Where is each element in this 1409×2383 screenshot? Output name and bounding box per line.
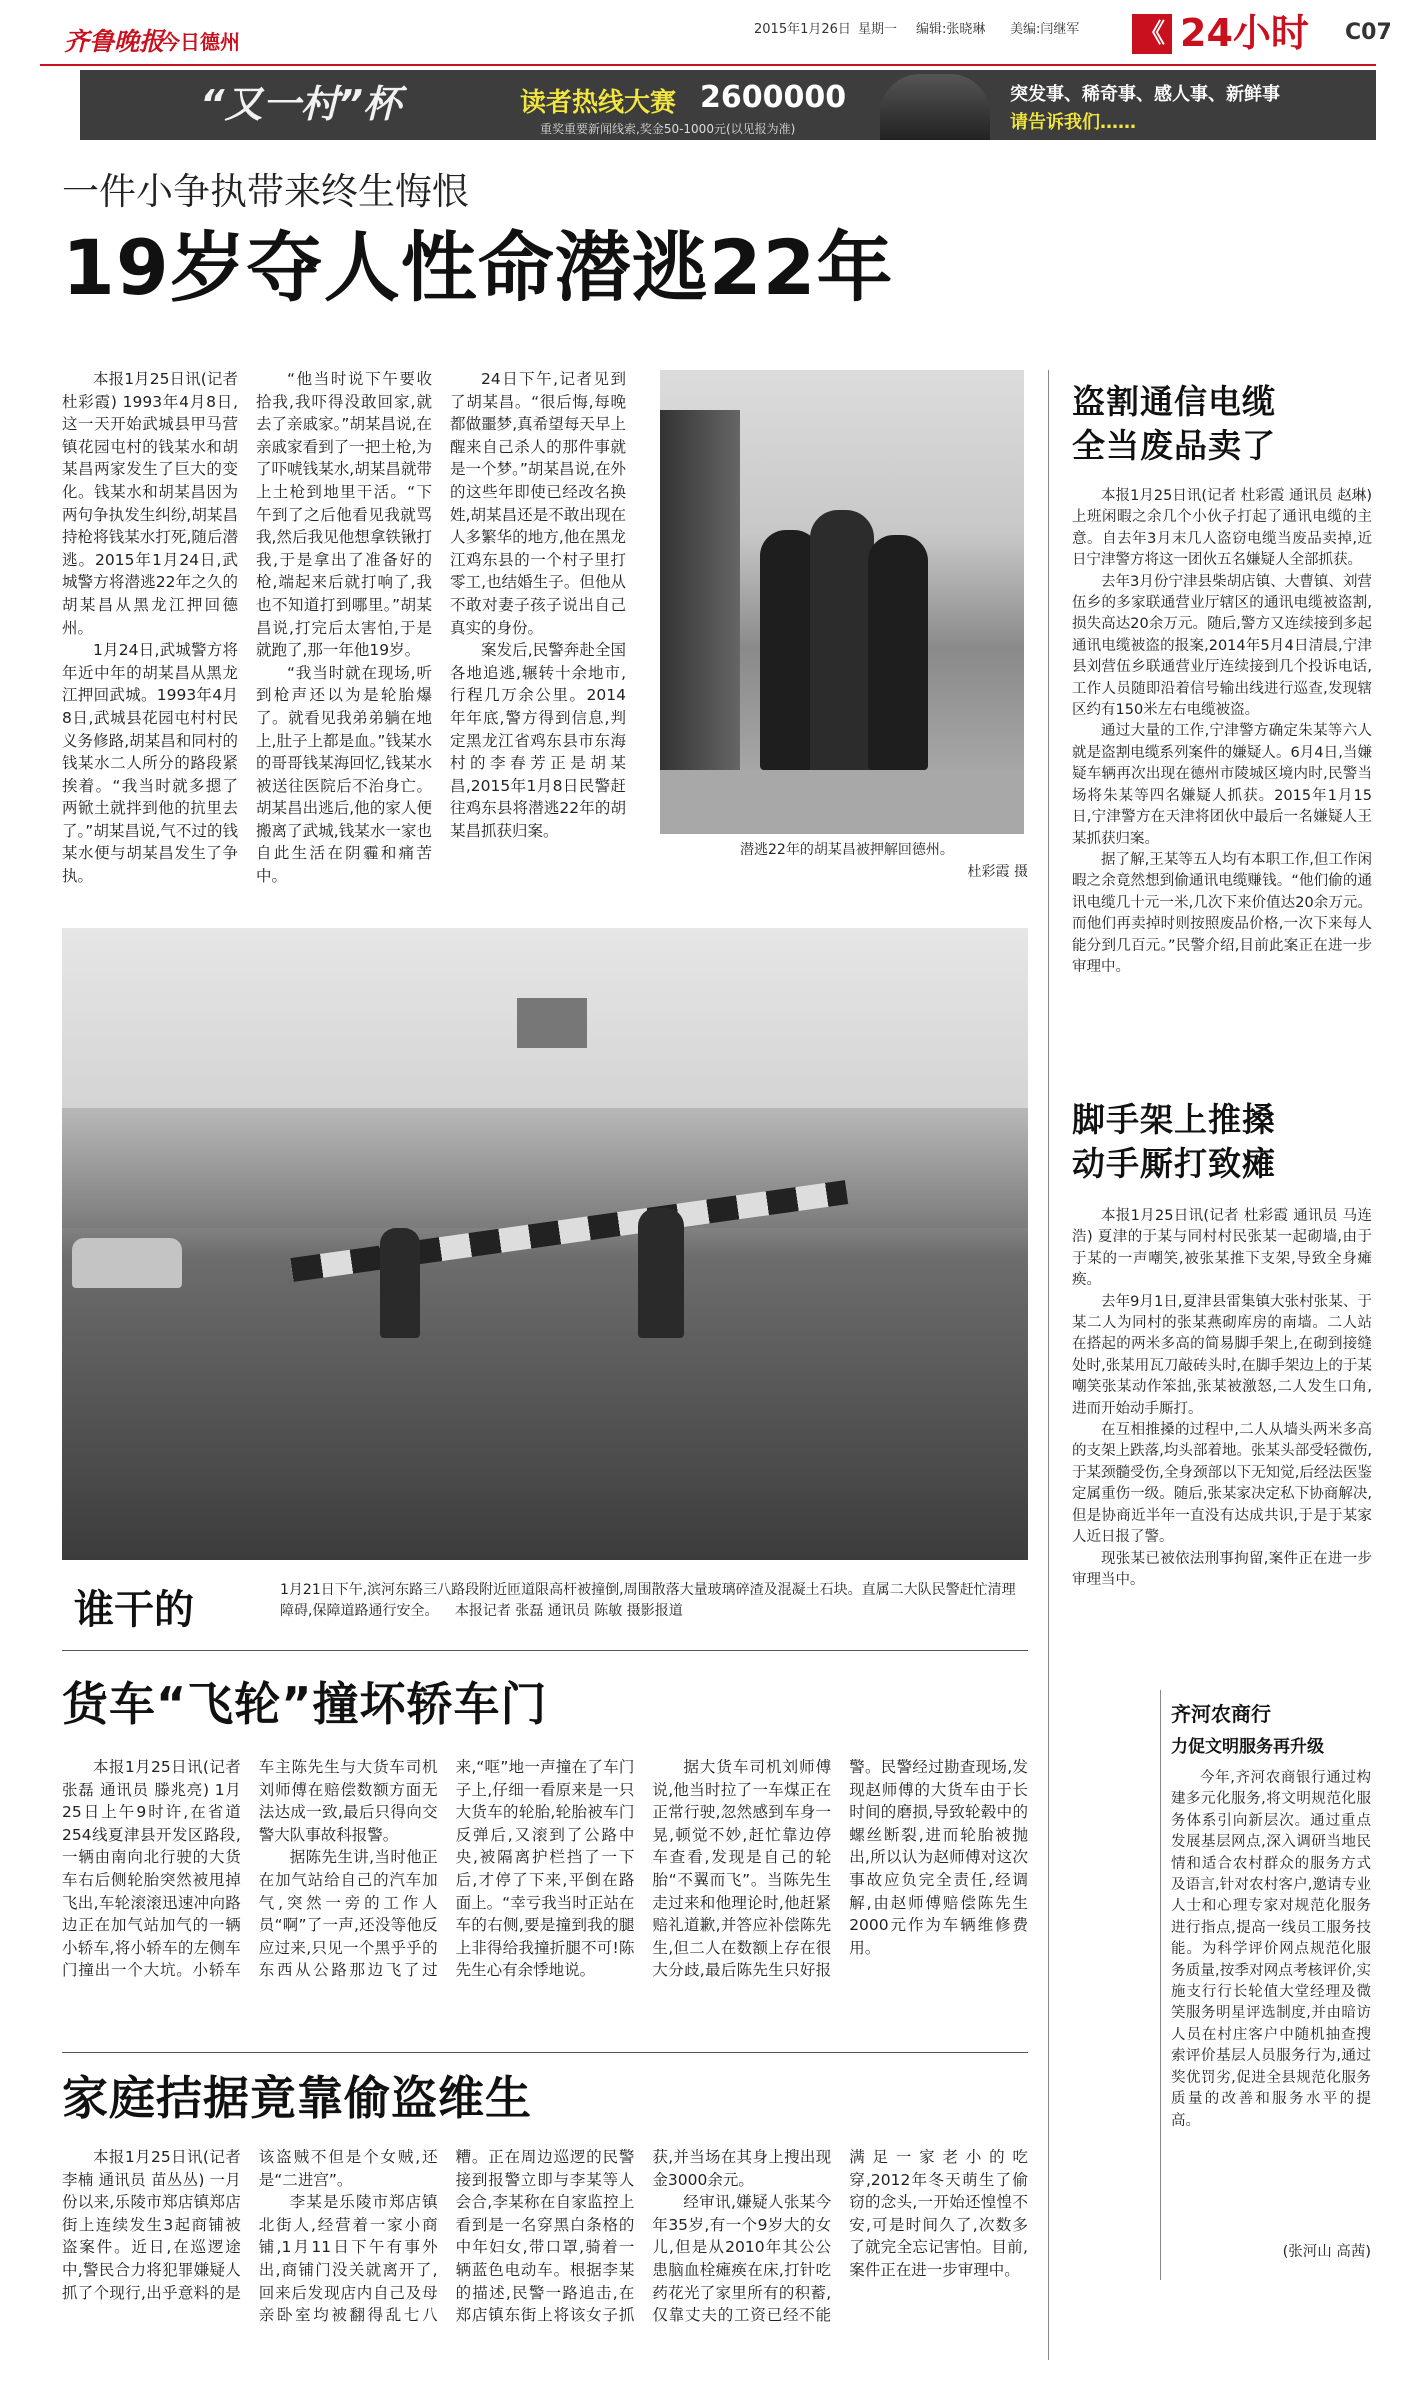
cable-para: 去年3月份宁津县柴胡店镇、大曹镇、刘营伍乡的多家联通营业厅辖区的通讯电缆被盗割,损失高达20余万元。随后,警方又连续接到多起通讯电缆被盗的报案,2014年5月4日清晨,宁津县刘营伍乡联通营业厅连续接到几个投诉电话,工作人员随即沿着信号输出线进行巡查,发现辖区约有150米左右电缆被盗。 (1072, 573, 1372, 719)
masthead-rule (40, 64, 1376, 66)
cable-body (1072, 486, 1372, 1096)
lead-photo (660, 370, 1024, 834)
lead-col1-para: 本报1月25日讯(记者 杜彩霞) 1993年4月8日,这一天开始武城县甲马营镇花园屯村的钱某水和胡某昌两家发生了巨大的变化。钱某水和胡某昌因为两句争执发生纠纷,胡某昌持枪将钱某水打死,随后潜逃。2015年1月24日,武城警方将潜逃22年之久的胡某昌从黑龙江押回德州。 (62, 370, 238, 637)
bank-credit: (张河山 高茜) (1282, 2244, 1371, 2260)
photo-tag: 谁干的 (74, 1587, 194, 1633)
family-para: 李某是乐陵市郑店镇北街人,经营着一家小商铺,1月11日下午有事外出,商铺门没关就离开了,回来后发现店内自己及母亲卧室均被翻得乱七八糟。正在周边巡逻的民警接到报警立即与李某等人会合,李某称在自家监控上看到是一名穿黑白条格的中年妇女,带口罩,骑着一辆蓝色电动车。根据李某的描述,民警一路追击,在郑店镇东街上将该女子抓获,并当场在其身上搜出现金3000余元。 (258, 2148, 832, 2325)
photo-platform (660, 770, 1024, 834)
cable-para: 本报1月25日讯(记者 杜彩霞 通讯员 赵琳) 上班闲暇之余几个小伙子打起了通讯电缆的主意。自去年3月末几人盗窃电缆当废品卖掉,近日宁津警方将这一团伙五名嫌疑人全部抓获。 (1072, 488, 1372, 569)
lead-col1-para: 1月24日,武城警方将年近中年的胡某昌从黑龙江押回武城。1993年4月8日,武城县花园屯村村民义务修路,胡某昌和同村的钱某水二人所分的路段紧挨着。“我当时就多摁了两锨土就拌到他的抗里去了。”胡某昌说,气不过的钱某水便与胡某昌发生了争执。 (62, 641, 238, 886)
truck-para: 本报1月25日讯(记者 张磊 通讯员 滕兆亮) 1月25日上午9时许,在省道254线夏津县开发区路段,一辆由南向北行驶的大货车右后侧轮胎突然被甩掉飞出,车轮滚滚迅速冲向路边正在加气站加气的一辆小轿车,将小轿车的左侧车门撞出一个大坑。小轿车车主陈先生与大货车司机刘师傅在赔偿数额方面无法达成一致,最后只得向交警大队事故科报警。 (62, 1758, 438, 1980)
editor-credit: 编辑:张晓琳 (916, 22, 986, 37)
accident-caption-credit: 本报记者 张磊 通讯员 陈敏 摄影报道 (454, 1603, 683, 1619)
photo-section-rule (62, 1650, 1028, 1651)
paper-logo: 齐鲁晚报 (64, 27, 165, 56)
issue-weekday: 星期一 (858, 22, 898, 37)
accident-caption (280, 1580, 1028, 1622)
scaffold-para: 在互相推搡的过程中,二人从墙头两米多高的支架上跌落,均头部着地。张某头部受轻微伤,于某颈髓受伤,全身颈部以下无知觉,后经法医鉴定属重伤一级。随后,张某家决定私下协商解决,但是协商近半年一直没有达成共识,于是于某家人近日报了警。 (1072, 1422, 1372, 1546)
accident-photo (62, 928, 1028, 1560)
promo-banner (80, 70, 1376, 140)
banner-right-line2: 请告诉我们…… (1010, 112, 1136, 133)
family-body (62, 2146, 1028, 2372)
bank-body (1171, 1768, 1371, 2228)
scaffold-body (1072, 1206, 1372, 1656)
scaffold-para: 去年9月1日,夏津县雷集镇大张村张某、于某二人为同村的张某燕砌库房的南墙。二人站在搭起的两米多高的简易脚手架上,在砌到接缝处时,张某用瓦刀敲砖头时,在脚手架边上的于某嘲笑张某动作笨拙,张某被激怒,二人发生口角,进而开始动手厮打。 (1072, 1293, 1372, 1417)
truck-para: 据陈先生讲,当时他正在加气站给自己的汽车加气,突然一旁的工作人员“啊”了一声,还没等他反应过来,只见一个黑乎乎的东西从公路那边飞了过来,“哐”地一声撞在了车门子上,仔细一看原来是一只大货车的轮胎,轮胎被车门反弹后,又滚到了公路中央,被隔离护栏挡了一下后,才停了下来,平倒在路面上。“幸亏我当时正站在车的右侧,要是撞到我的腿上非得给我撞折腿不可!陈先生心有余悸地说。 (258, 1758, 635, 1980)
scaffold-headline-line2: 动手厮打致瘫 (1072, 1144, 1276, 1183)
designer-credit: 美编:闫继军 (1010, 22, 1080, 37)
lead-column-2 (256, 368, 432, 888)
banner-presenter (880, 74, 990, 140)
truck-para: 据大货车司机刘师傅说,他当时拉了一车煤正在正常行驶,忽然感到车身一晃,顿觉不妙,赶忙靠边停车查看,发现是自己的轮胎“不翼而飞”。当陈先生走过来和他理论时,他赶紧赔礼道歉,并答应补偿陈先生,但二人在数额上存在很大分歧,最后陈先生只好报警。民警经过勘查现场,发现赵师傅的大货车由于长时间的磨损,导致轮毂中的螺丝断裂,进而轮胎被抛出,所以认为赵师傅对这次事故应负完全责任,经调解,由赵师傅赔偿陈先生2000元作为车辆维修费用。 (652, 1758, 1028, 1980)
lead-col2-para: “我当时就在现场,听到枪声还以为是轮胎爆了。就看见我弟弟躺在地上,肚子上都是血。”钱某水的哥哥钱某海回忆,钱某水被送往医院后不治身亡。胡某昌出逃后,他的家人便搬离了武城,钱某水一家也自此生活在阴霾和痛苦中。 (256, 663, 432, 886)
page-number: C07 (1345, 20, 1392, 45)
photo-police-1 (380, 1228, 420, 1338)
lead-photo-caption: 潜逃22年的胡某昌被押解回德州。 (740, 842, 954, 858)
cable-para: 通过大量的工作,宁津警方确定朱某等六人就是盗割电缆系列案件的嫌疑人。6月4日,当嫌疑车辆再次出现在德州市陵城区境内时,民警当场将朱某等四名嫌疑人抓获。2015年1月15日,宁津警方在天津将团伙中最后一名嫌疑人王某抓获归案。 (1072, 723, 1372, 847)
lead-kicker: 一件小争执带来终生悔恨 (62, 170, 469, 213)
scaffold-para: 本报1月25日讯(记者 杜彩霞 通讯员 马连浩) 夏津的于某与同村村民张某一起砌墙,由于于某的一声嘲笑,被张某推下支架,导致全身瘫痪。 (1072, 1208, 1372, 1289)
lead-column-3 (450, 368, 626, 888)
scaffold-headline (1072, 1098, 1372, 1186)
truck-headline: 货车“飞轮”撞坏轿车门 (62, 1677, 548, 1731)
lead-col3-para: 24日下午,记者见到了胡某昌。“很后悔,每晚都做噩梦,真希望每天早上醒来自己杀人的那件事就是一个梦。”胡某昌说,在外的这些年即使已经改名换姓,胡某昌还是不敢出现在人多繁华的地方,他在黑龙江鸡东县的一个村子里打零工,也结婚生子。但他从不敢对妻子孩子说出自己真实的身份。 (450, 370, 626, 637)
family-para: 经审讯,嫌疑人张某今年35岁,有一个9岁大的女儿,但是从2010年其公公患脑血栓瘫痪在床,打针吃药花光了家里所有的积蓄,仅靠丈夫的工资已经不能满足一家老小的吃穿,2012年冬天萌生了偷窃的念头,一开始还惶惶不安,可是时间久了,次数多了就完全忘记害怕。目前,案件正在进一步审理中。 (652, 2148, 1028, 2325)
lead-col3-para: 案发后,民警奔赴全国各地追逃,辗转十余地市,行程几万余公里。2014年年底,警方得到信息,判定黑龙江省鸡东县市东海村的李春芳正是胡某昌,2015年1月8日民警赶往鸡东县将潜逃22年的胡某昌抓获归案。 (450, 641, 626, 840)
bank-subtitle: 力促文明服务再升级 (1171, 1737, 1324, 1757)
cable-para: 据了解,王某等五人均有本职工作,但工作闲暇之余竟然想到偷通讯电缆赚钱。“他们偷的通讯电缆几十元一米,几次下来价值达20余万元。而他们再卖掉时则按照废品价格,一次下来每人能分到几百元。”民警介绍,目前此案正在进一步审理中。 (1072, 851, 1372, 975)
cable-headline-line2: 全当废品卖了 (1072, 426, 1276, 465)
photo-suspect (810, 510, 874, 780)
masthead (0, 0, 1409, 70)
banner-subline: 重奖重要新闻线索,奖金50-1000元(以见报为准) (540, 122, 796, 136)
lead-photo-credit: 杜彩霞 摄 (967, 864, 1028, 880)
bank-title: 齐河农商行 (1171, 1702, 1271, 1726)
channel-badge (1132, 10, 1332, 58)
banner-cup-title: “又一村”杯 (200, 82, 401, 126)
banner-right-line1: 突发事、稀奇事、感人事、新鲜事 (1010, 84, 1280, 105)
lead-headline: 19岁夺人性命潜逃22年 (62, 223, 894, 312)
issue-date: 2015年1月26日 (754, 22, 851, 37)
cable-headline-line1: 盗割通信电缆 (1072, 382, 1276, 421)
bank-sidebar (1160, 1690, 1376, 2280)
banner-hotline-label: 读者热线大赛 (520, 88, 677, 118)
channel-arrow-icon: 《 (1132, 14, 1172, 54)
bank-para: 今年,齐河农商银行通过构建多元化服务,将文明规范化服务体系引向新层次。通过重点发展基层网点,深入调研当地民情和适合农村群众的服务方式及语言,针对农村客户,邀请专业人士和心理专家对规范化服务进行指点,提高一线员工服务技能。为科学评价网点规范化服务质量,按季对网点考核评价,实施支行行长轮值大堂经理及微笑服务明星评选制度,并由暗访人员在村庄客户中随机抽查搜索评价基层人员服务行为,通过奖优罚劣,促进全县规范化服务质量的改善和服务水平的提高。 (1171, 1770, 1371, 2129)
photo-officer-right (868, 535, 928, 770)
lead-col2-para: “他当时说下午要收拾我,我吓得没敢回家,就去了亲戚家。”胡某昌说,在亲戚家看到了一把土枪,为了吓唬钱某水,胡某昌就带上土枪到地里干活。“下午到了之后他看见我就骂我,然后我见他想拿铁锹打我,于是拿出了准备好的枪,端起来后就打响了,我也不知道打到哪里。”胡某昌说,打完后太害怕,于是就跑了,那一年他19岁。 (256, 370, 432, 660)
scaffold-para: 现张某已被依法刑事拘留,案件正在进一步审理当中。 (1072, 1550, 1372, 1588)
scaffold-headline-line1: 脚手架上推搡 (1072, 1100, 1276, 1139)
family-headline: 家庭拮据竟靠偷盗维生 (62, 2071, 532, 2125)
photo-car (72, 1238, 182, 1288)
accident-caption-text: 1月21日下午,滨河东路三八路段附近匝道限高杆被撞倒,周围散落大量玻璃碎渣及混凝土石块。直属二大队民警赶忙清理障碍,保障道路通行安全。 (280, 1582, 1016, 1619)
right-column-divider (1048, 370, 1049, 2360)
photo-billboard (517, 998, 587, 1048)
channel-title: 24小时 (1180, 11, 1309, 55)
family-para: 本报1月25日讯(记者 李楠 通讯员 苗丛丛) 一月份以来,乐陵市郑店镇郑店街上连续发生3起商铺被盗案件。近日,在巡逻途中,警民合力将犯罪嫌疑人抓了个现行,出乎意料的是该盗贼不但是个女贼,还是“二进宫”。 (62, 2148, 438, 2302)
banner-hotline-number: 2600000 (700, 80, 847, 115)
cable-headline (1072, 380, 1372, 468)
section-name: 今日德州 (160, 30, 240, 54)
photo-trees (62, 1108, 1028, 1228)
truck-section-rule (62, 2052, 1028, 2053)
photo-train (660, 410, 740, 810)
photo-police-2 (638, 1208, 684, 1338)
lead-column-1 (62, 368, 238, 888)
truck-body (62, 1756, 1028, 2048)
